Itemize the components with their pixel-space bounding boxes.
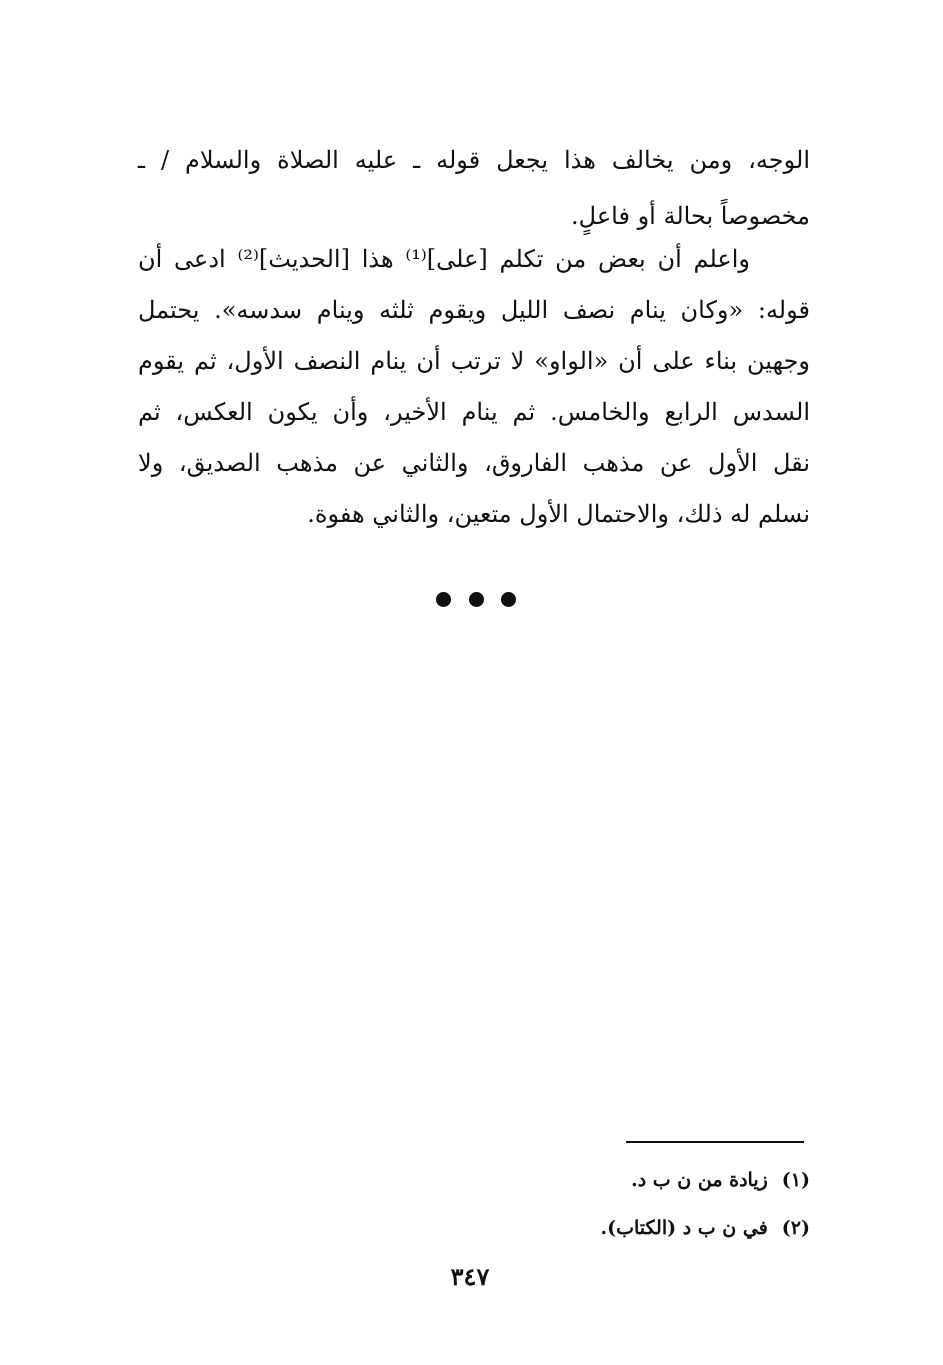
footnote-number: (١) xyxy=(781,1169,810,1191)
page-number: ٣٤٧ xyxy=(450,1262,490,1291)
separator-dot xyxy=(436,592,451,607)
footnote xyxy=(500,1156,810,1204)
text-line: قوله: «وكان ينام نصف الليل ويقوم ثلثه وينام سدسه». يحتمل xyxy=(138,296,810,324)
footnote-text: في ن ب د (الكتاب). xyxy=(600,1217,768,1239)
footnote xyxy=(500,1204,810,1252)
footnote-number: (٢) xyxy=(781,1217,810,1239)
paragraph-main xyxy=(138,234,810,540)
text-line: السدس الرابع والخامس. ثم ينام الأخير، وأن يكون العكس، ثم xyxy=(138,398,810,426)
footnote-text: زيادة من ن ب د. xyxy=(631,1169,768,1191)
text-line: وجهين بناء على أن «الواو» لا ترتب أن ينام النصف الأول، ثم يقوم xyxy=(138,347,810,375)
separator-dot xyxy=(469,592,484,607)
text-line: نقل الأول عن مذهب الفاروق، والثاني عن مذهب الصديق، ولا xyxy=(138,449,810,477)
text-line: الوجه، ومن يخالف هذا يجعل قوله ـ عليه الصلاة والسلام / ـ xyxy=(138,146,810,174)
footnote-divider xyxy=(626,1141,804,1143)
text-line: نسلم له ذلك، والاحتمال الأول متعين، والثاني هفوة. xyxy=(307,500,810,528)
text-line: واعلم أن بعض من تكلم [على]⁽¹⁾ هذا [الحديث]⁽²⁾ ادعى أن xyxy=(138,245,751,273)
footnotes xyxy=(500,1156,810,1252)
separator-dot xyxy=(501,592,516,607)
paragraph-continuation xyxy=(138,132,810,244)
section-separator-dots xyxy=(436,588,516,610)
text-line: مخصوصاً بحالة أو فاعلٍ. xyxy=(571,202,810,230)
